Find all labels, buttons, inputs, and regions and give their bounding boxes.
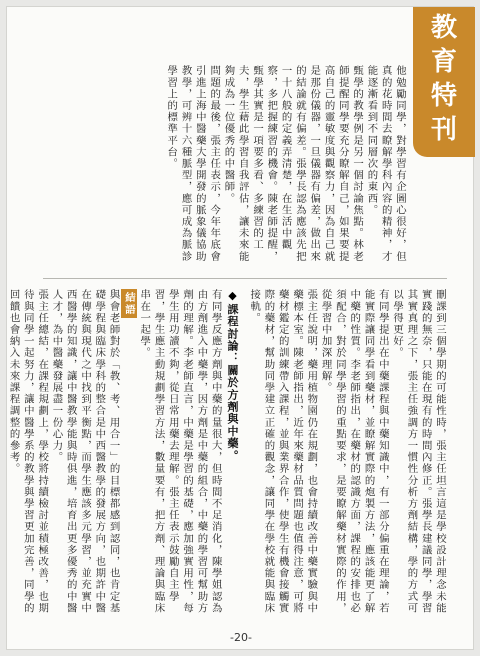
- diamond-icon: ◆: [226, 289, 239, 304]
- section-divider: [43, 278, 447, 279]
- section-heading: [225, 289, 239, 617]
- paragraph: 問題的最後，張主任表示，今年年底會引進上海中醫藥大學開發的脈象儀協助教學，可辨十六種脈型，應可成為脈診學習上的標準平台。: [165, 65, 221, 263]
- bottom-left-text-block: [7, 289, 239, 617]
- top-text-block: [43, 65, 407, 271]
- paragraph: 張主任總結，在課程規劃上，學校將持續檢討並積極改善，也期待與同學一起努力，讓中醫學系的教學與學習更加完善，同學的回饋也會納入未來課程調整的參考。: [7, 289, 49, 614]
- paragraph: 有同學提出在中藥課程與中藥知識中，有一部分偏重在理論，若能實際讓同學看到藥材，並瞭解實際的炮製方法，應該能更了解中藥的性質。李老師指出，在藥材的認識方面，課程的安排也必須配合，對於同學學習的重點要求，是要瞭解藥材實際的作用，從學習中加深理解。: [319, 289, 389, 614]
- section-tab-char-3: 特: [430, 81, 457, 111]
- paragraph: 有同學反應方劑與中藥的量很大，但時間不足消化，陳學姐認為由方劑進入中藥學，因方劑是中藥的組合，中藥的學習可幫助方劑的理解。李老師直言，中藥是學習的基礎，應加強實用性，每學生用功讀不夠，從日常用藥去理解。張主任表示鼓勵自主學習，學生應主動規劃學習方法，數量要有，把方劑、理論與臨床串在一起學。: [138, 289, 222, 614]
- paragraph: 他勉勵同學，對學習有企圖心很好，但真的花時間去瞭解學科內容的精神，才能逐漸看到不同層次的東西。: [365, 65, 406, 263]
- paragraph: 刪課到三個學期的可能性時，張主任坦言這是學校設計理念未能實踐的無奈，只能在現有的時間內修正。張學長建議同學，學習其實真理之下，張主任強調方一慣性分析方劑結構，學的方式可以學得更好。: [391, 289, 446, 614]
- page-number: -20-: [230, 631, 252, 644]
- document-page: [6, 6, 474, 650]
- section-tab-char-4: 刊: [430, 115, 457, 145]
- bottom-right-text-block: [248, 289, 447, 617]
- section-tab-char-1: 教: [430, 13, 457, 43]
- paragraph: 甄學的教學例是另一個討論焦點。林老師提醒同學要充分瞭解自己，如果要提高自己的靈敏度與觀察力，因為自己就是那份儀器，一旦儀器有偏差，做出來的結論就有偏差。張學長認為應該先把一十八般的定義弄清楚，在生活中觀察，多把握練習的機會。陳老師提醒，甄學其實是一項要多看、多練習的工夫，學生藉此學習自我評估，讓未來能夠成為一位優秀的中醫師。: [222, 65, 364, 263]
- conclusion-label: 結語: [121, 289, 137, 318]
- section-tab: [413, 7, 475, 157]
- paragraph: 與會老師對於「教、考、用合一」的目標都感到認同，也肯定基礎學程與臨床學科的整合是中西醫教學的發展方向，也期許中醫在傳統與現代之中找到平衡點，而學生應該多元學習，並充實中西醫學的知識，讓中醫教學能與時俱進，培育出更多優秀的中醫人才，為中醫藥發展盡一份心力。: [50, 289, 120, 614]
- paragraph: 張主任說明，藥用植物園仍在規劃，也會持續改善中藥實驗與中藥標本室。陳老師指出，近年來藥材品質問題也值得注意，可將藥材鑑定的訓練帶入課程，並與業界合作，使學生有機會接觸實際的藥材，幫助同學建立正確的觀念，讓同學在學校就能與臨床接軌。: [248, 289, 318, 614]
- section-heading-text: 課程討論：關於方劑與中藥。: [226, 303, 239, 462]
- section-tab-char-2: 育: [430, 47, 457, 77]
